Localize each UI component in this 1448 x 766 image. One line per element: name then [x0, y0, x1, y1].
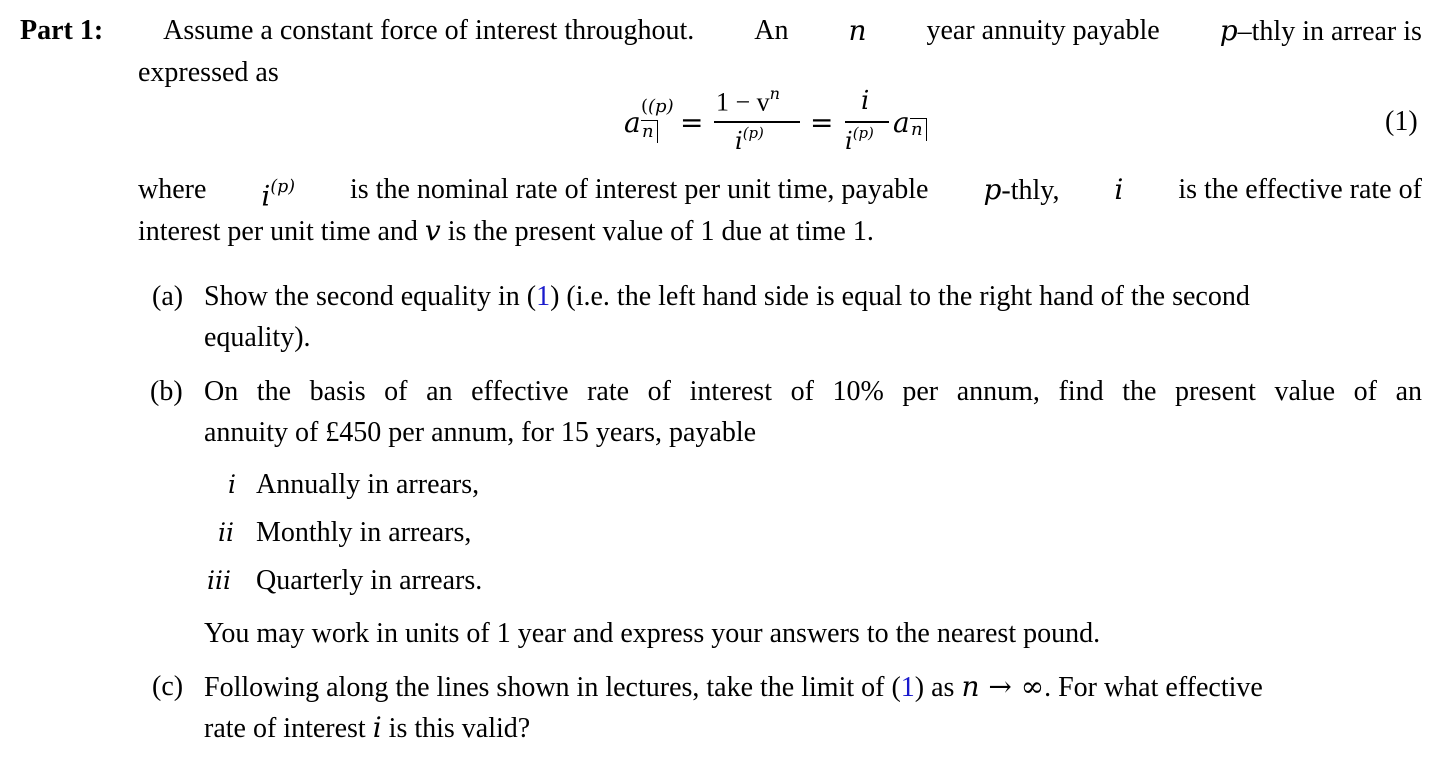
lhs-sub: [641, 120, 658, 143]
frac1-num-text: 1 − v: [716, 87, 770, 117]
frac2-numerator: i: [861, 86, 870, 116]
text-segment: is the nominal rate of interest per unit time, payable: [349, 174, 929, 205]
text-segment: rate of interest: [204, 713, 366, 744]
equals-2: =: [810, 106, 834, 139]
lhs-sup: ((p): [641, 96, 674, 117]
equals-1: =: [680, 106, 704, 139]
text-segment: interest per unit time and: [138, 216, 418, 247]
frac2-den-sup: (p): [852, 123, 874, 142]
equation-number: (1): [1385, 106, 1418, 137]
item-b-line-1: On the basis of an effective rate of interest of 10% per annum, find the present value of an: [204, 376, 1422, 407]
item-c-line-1-full: [204, 670, 1422, 705]
text-segment: ) as: [914, 672, 955, 703]
frac1-den-i: i: [735, 127, 743, 155]
item-c-label: (c): [152, 671, 184, 702]
frac1-den-sup: (p): [742, 123, 764, 142]
item-a-line-1: [204, 280, 1422, 314]
frac1-bar: [714, 121, 800, 123]
item-c-line-2: [204, 711, 530, 746]
text-segment: Following along the lines shown in lectures, take the limit of (: [204, 672, 901, 703]
math-v: v: [424, 214, 441, 247]
rhs-sub-text: n: [910, 118, 927, 141]
item-a-line-2: equality).: [204, 322, 311, 353]
text-segment: Assume a constant force of interest throughout.: [163, 15, 695, 46]
text-segment: where: [138, 174, 207, 205]
text-segment: is the effective rate of: [1178, 174, 1422, 205]
part-1-line-1: [20, 14, 1422, 49]
math-p-sup: (p): [270, 177, 296, 198]
text-segment: is this valid?: [388, 713, 531, 744]
text-segment: -thly,: [1001, 175, 1060, 206]
rhs-a: a: [893, 106, 910, 139]
frac1-denominator: [735, 123, 764, 155]
text-segment: ) (i.e. the left hand side is equal to the right hand of the second: [550, 281, 1250, 312]
part-1-line-2: [138, 56, 279, 90]
subitem-iii-text: Quarterly in arrears.: [256, 565, 483, 596]
text-segment: . For what effective: [1044, 672, 1263, 703]
rhs-sub: [910, 118, 927, 141]
where-line-2: [138, 214, 874, 249]
math-p: p: [1219, 14, 1238, 47]
math-n: n: [848, 14, 867, 47]
subitem-iii-label: iii: [207, 566, 231, 595]
text-segment: –thly in arrear is: [1237, 16, 1422, 47]
subitem-i-label: i: [228, 470, 236, 499]
text-segment: Show the second equality in (: [204, 281, 537, 312]
item-b-note: You may work in units of 1 year and express your answers to the nearest pound.: [204, 618, 1101, 649]
item-a-label: (a): [152, 281, 184, 312]
text-segment: An: [754, 15, 789, 46]
lhs-a: a: [624, 106, 641, 139]
math-p: p: [983, 173, 1002, 206]
subitem-i-text: Annually in arrears,: [256, 469, 480, 500]
lhs-sup-text: (p): [648, 96, 674, 117]
part-label: Part 1:: [20, 15, 104, 46]
frac2-den-i: i: [845, 127, 853, 155]
item-b-label: (b): [150, 376, 183, 407]
math-i: i: [1114, 173, 1124, 206]
text-segment: year annuity payable: [926, 15, 1160, 46]
lhs-sub-text: n: [641, 120, 658, 143]
subitem-ii-label: ii: [218, 518, 234, 547]
where-line-1: [138, 173, 1422, 214]
frac2-denominator: [845, 123, 874, 155]
text-segment: expressed as: [138, 57, 279, 88]
math-limit: n → ∞: [961, 670, 1045, 703]
item-b-line-2: annuity of £450 per annum, for 15 years, payable: [204, 417, 757, 448]
frac1-numerator: [716, 83, 781, 118]
subitem-ii-text: Monthly in arrears,: [256, 517, 472, 548]
equation-ref-link[interactable]: 1: [536, 281, 551, 312]
math-i: i: [372, 711, 382, 744]
frac2-bar: [845, 121, 889, 123]
math-i: i: [261, 179, 271, 213]
text-segment: is the present value of 1 due at time 1.: [447, 216, 874, 247]
equation-ref-link[interactable]: 1: [900, 672, 915, 703]
frac1-num-sup: n: [769, 83, 781, 103]
